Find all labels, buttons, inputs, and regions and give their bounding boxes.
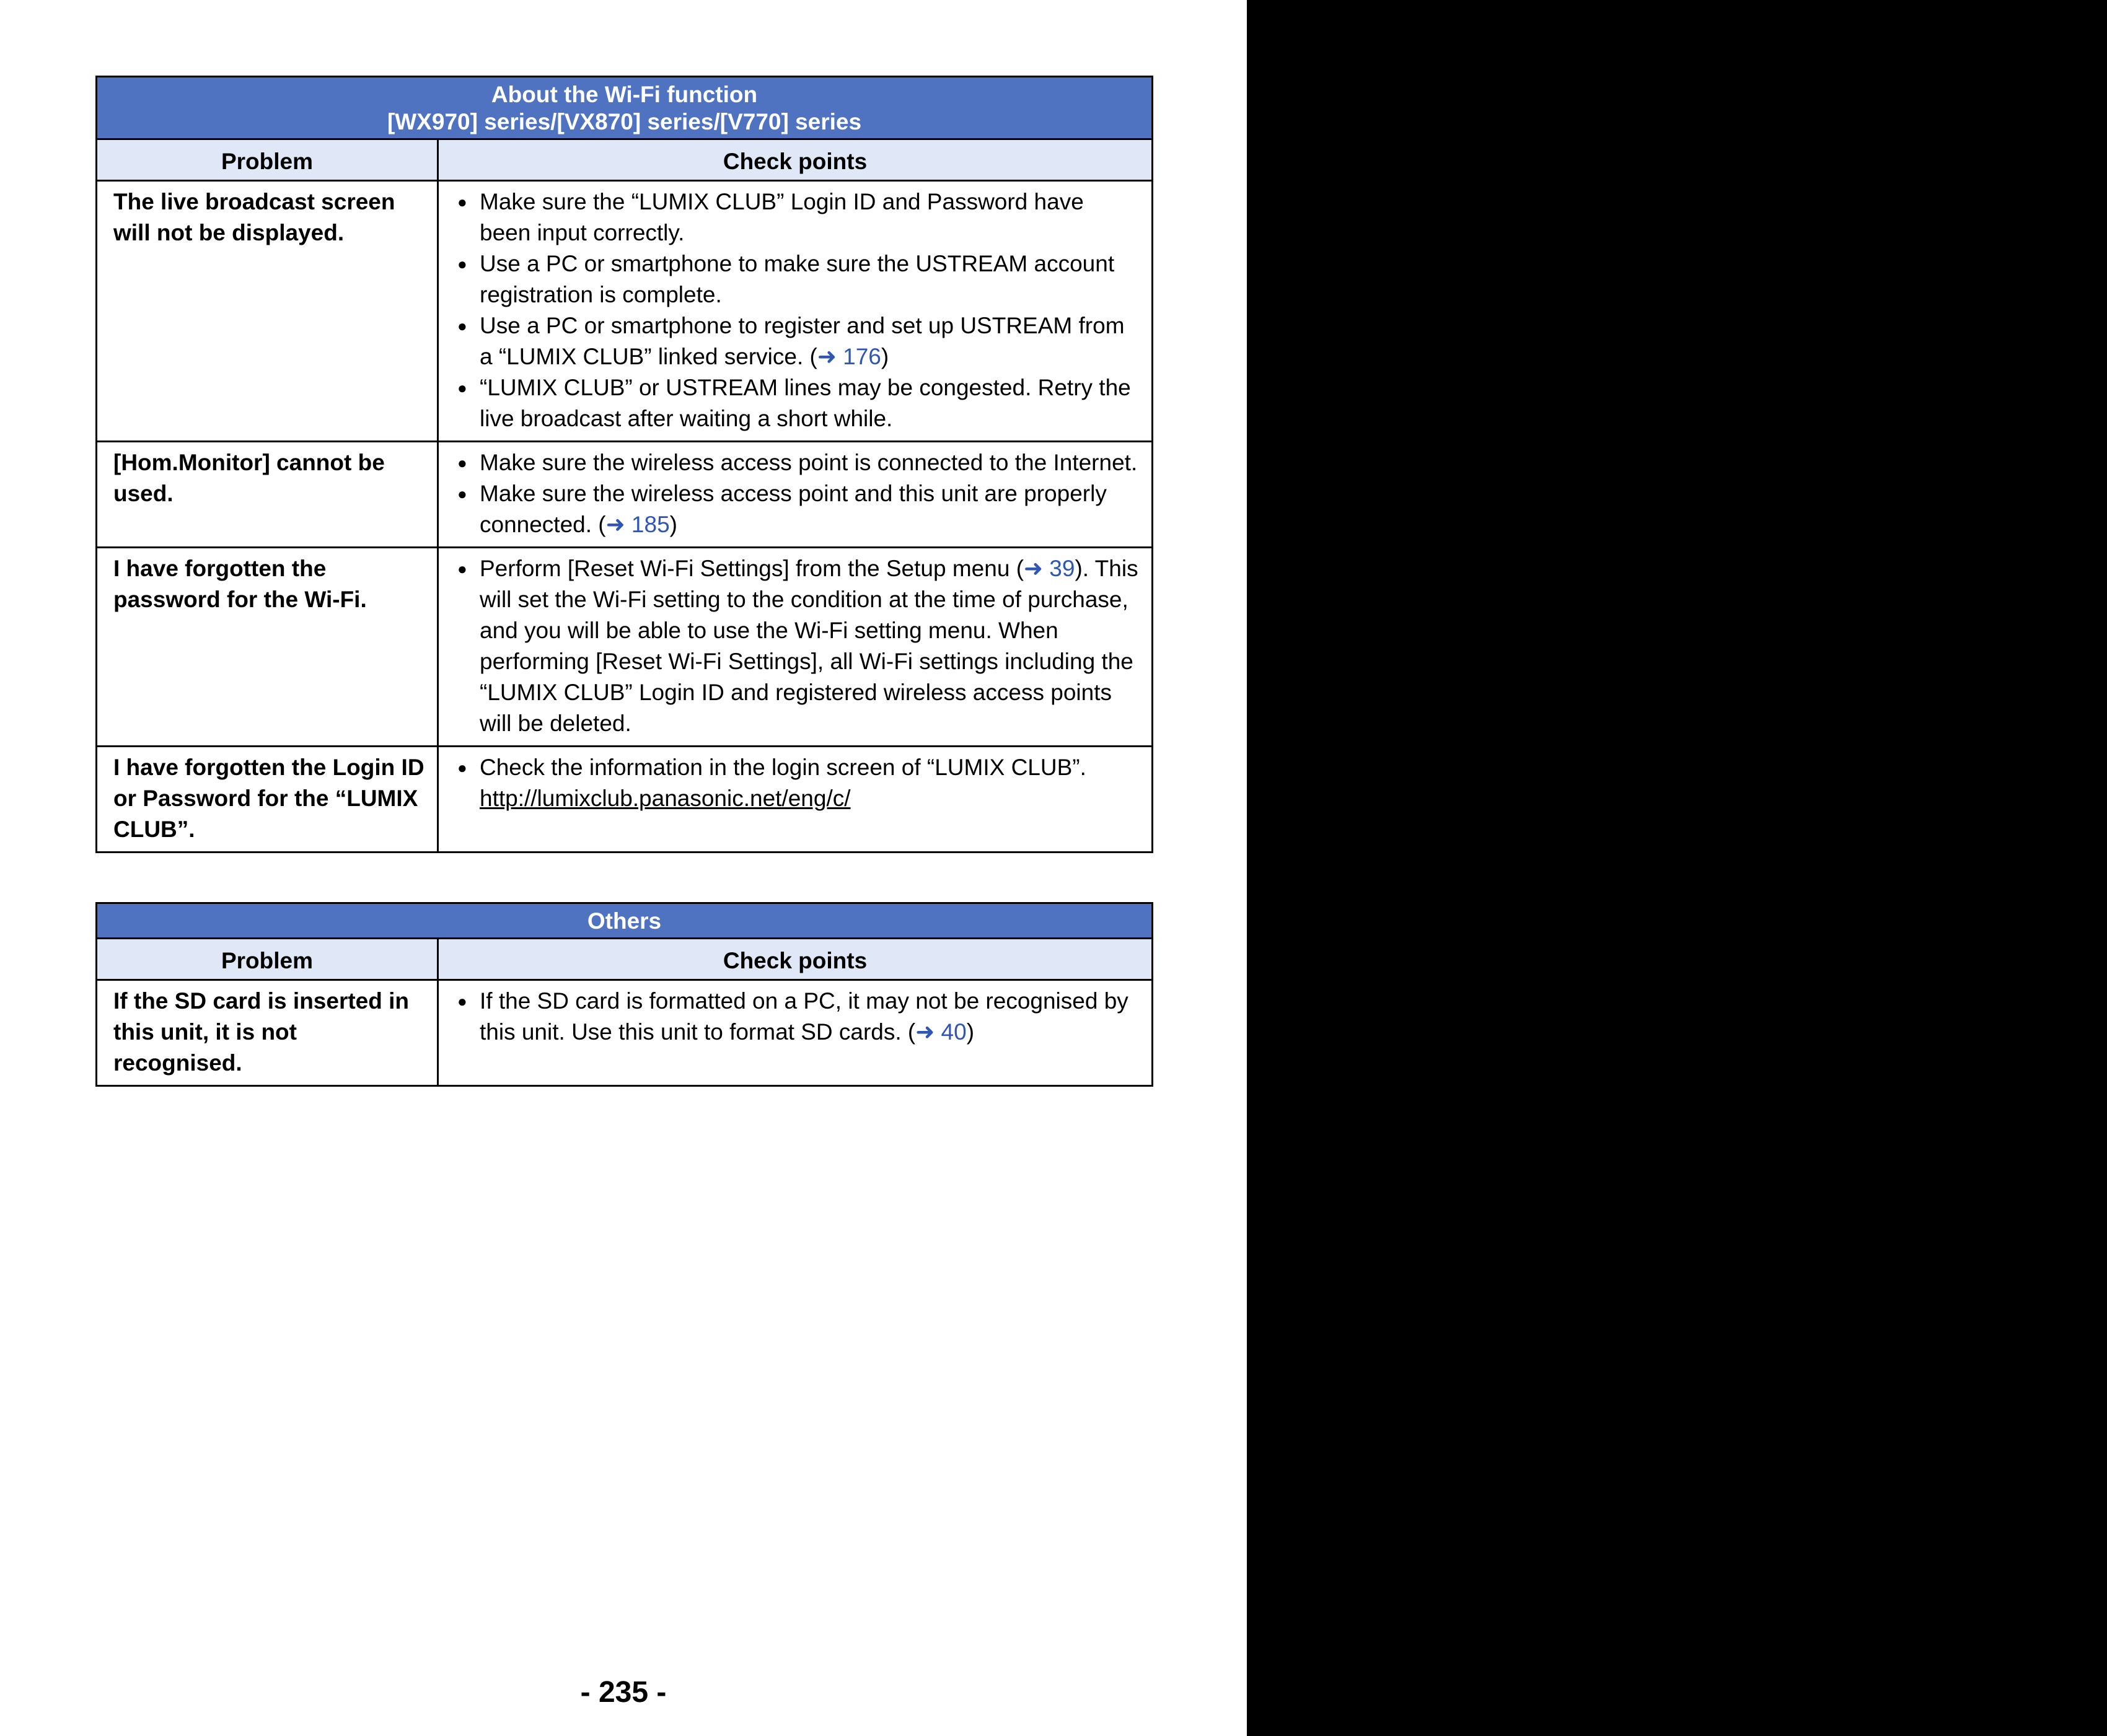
bullet-icon: ● bbox=[457, 379, 467, 397]
check-points-list bbox=[455, 186, 1139, 434]
check-point-item bbox=[455, 186, 1139, 248]
check-point-item bbox=[455, 986, 1139, 1048]
check-point-item bbox=[455, 310, 1139, 372]
wifi-table-title-line2: [WX970] series/[VX870] series/[V770] series bbox=[387, 109, 862, 134]
check-point-text-after: ) bbox=[669, 512, 677, 537]
check-point-text: Perform [Reset Wi-Fi Settings] from the Setup menu ( bbox=[480, 556, 1024, 581]
others-troubleshooting-table bbox=[95, 902, 1153, 1087]
wifi-table-body bbox=[97, 181, 1153, 853]
problem-cell: I have forgotten the Login ID or Password for the “LUMIX CLUB”. bbox=[97, 747, 438, 853]
wifi-table-title bbox=[97, 77, 1153, 139]
problem-cell: If the SD card is inserted in this unit, it is not recognised. bbox=[97, 980, 438, 1086]
page-number: - 235 - bbox=[580, 1676, 667, 1709]
bullet-icon: ● bbox=[457, 193, 467, 211]
bullet-icon: ● bbox=[457, 255, 467, 273]
problem-cell: [Hom.Monitor] cannot be used. bbox=[97, 442, 438, 548]
page-reference-link[interactable]: ➜ 176 bbox=[817, 344, 881, 369]
column-header-problem: Problem bbox=[97, 139, 438, 181]
check-point-text: Check the information in the login screen of “LUMIX CLUB”. bbox=[480, 755, 1086, 780]
check-points-list bbox=[455, 447, 1139, 540]
check-point-item bbox=[455, 752, 1139, 814]
check-point-item bbox=[455, 478, 1139, 540]
table-row bbox=[97, 181, 1153, 442]
wifi-table-title-line1: About the Wi-Fi function bbox=[491, 82, 758, 107]
check-points-list bbox=[455, 752, 1139, 814]
wifi-troubleshooting-table bbox=[95, 76, 1153, 853]
bullet-icon: ● bbox=[457, 454, 467, 472]
check-point-item bbox=[455, 447, 1139, 478]
check-points-cell bbox=[438, 181, 1153, 442]
check-point-text: “LUMIX CLUB” or USTREAM lines may be congested. Retry the live broadcast after waiting a short while. bbox=[480, 375, 1131, 431]
check-point-item bbox=[455, 372, 1139, 434]
check-points-cell bbox=[438, 442, 1153, 548]
check-point-text: Make sure the wireless access point and this unit are properly connected. ( bbox=[480, 481, 1107, 537]
check-point-text: If the SD card is formatted on a PC, it may not be recognised by this unit. Use this unit to format SD cards. ( bbox=[480, 988, 1128, 1045]
black-side-panel bbox=[1247, 0, 2107, 1736]
others-table-title: Others bbox=[97, 903, 1153, 939]
check-point-text: Make sure the “LUMIX CLUB” Login ID and Password have been input correctly. bbox=[480, 189, 1084, 245]
check-point-item bbox=[455, 553, 1139, 739]
check-point-text: Use a PC or smartphone to make sure the USTREAM account registration is complete. bbox=[480, 251, 1115, 307]
check-point-text-after: ) bbox=[881, 344, 889, 369]
problem-cell: I have forgotten the password for the Wi-Fi. bbox=[97, 548, 438, 747]
bullet-icon: ● bbox=[457, 992, 467, 1010]
check-points-list bbox=[455, 553, 1139, 739]
column-header-problem: Problem bbox=[97, 939, 438, 980]
bullet-icon: ● bbox=[457, 317, 467, 335]
check-points-cell bbox=[438, 747, 1153, 853]
problem-cell: The live broadcast screen will not be displayed. bbox=[97, 181, 438, 442]
check-points-cell bbox=[438, 980, 1153, 1086]
table-row bbox=[97, 548, 1153, 747]
check-point-item bbox=[455, 248, 1139, 310]
check-points-cell bbox=[438, 548, 1153, 747]
page-reference-link[interactable]: ➜ 40 bbox=[915, 1019, 967, 1045]
check-point-text-after: ) bbox=[966, 1019, 975, 1045]
column-header-check-points: Check points bbox=[438, 139, 1153, 181]
check-point-text: Make sure the wireless access point is connected to the Internet. bbox=[480, 450, 1138, 475]
page-reference-link[interactable]: ➜ 39 bbox=[1024, 556, 1075, 581]
bullet-icon: ● bbox=[457, 559, 467, 578]
table-row bbox=[97, 980, 1153, 1086]
check-point-text: Use a PC or smartphone to register and set up USTREAM from a “LUMIX CLUB” linked service. ( bbox=[480, 313, 1125, 369]
column-header-check-points: Check points bbox=[438, 939, 1153, 980]
lumix-club-url-link[interactable]: http://lumixclub.panasonic.net/eng/c/ bbox=[480, 786, 851, 811]
table-row bbox=[97, 442, 1153, 548]
check-points-list bbox=[455, 986, 1139, 1048]
bullet-icon: ● bbox=[457, 758, 467, 777]
check-point-text-after: ). This will set the Wi-Fi setting to the condition at the time of purchase, and you will be able to use the Wi-Fi setting menu. When performing [Reset Wi-Fi Settings], all Wi-Fi settings including the “LUMIX CLUB” Login ID and registered wireless access points will be deleted. bbox=[480, 556, 1138, 736]
others-table-body bbox=[97, 980, 1153, 1086]
table-row bbox=[97, 747, 1153, 853]
page-reference-link[interactable]: ➜ 185 bbox=[605, 512, 670, 537]
bullet-icon: ● bbox=[457, 484, 467, 503]
